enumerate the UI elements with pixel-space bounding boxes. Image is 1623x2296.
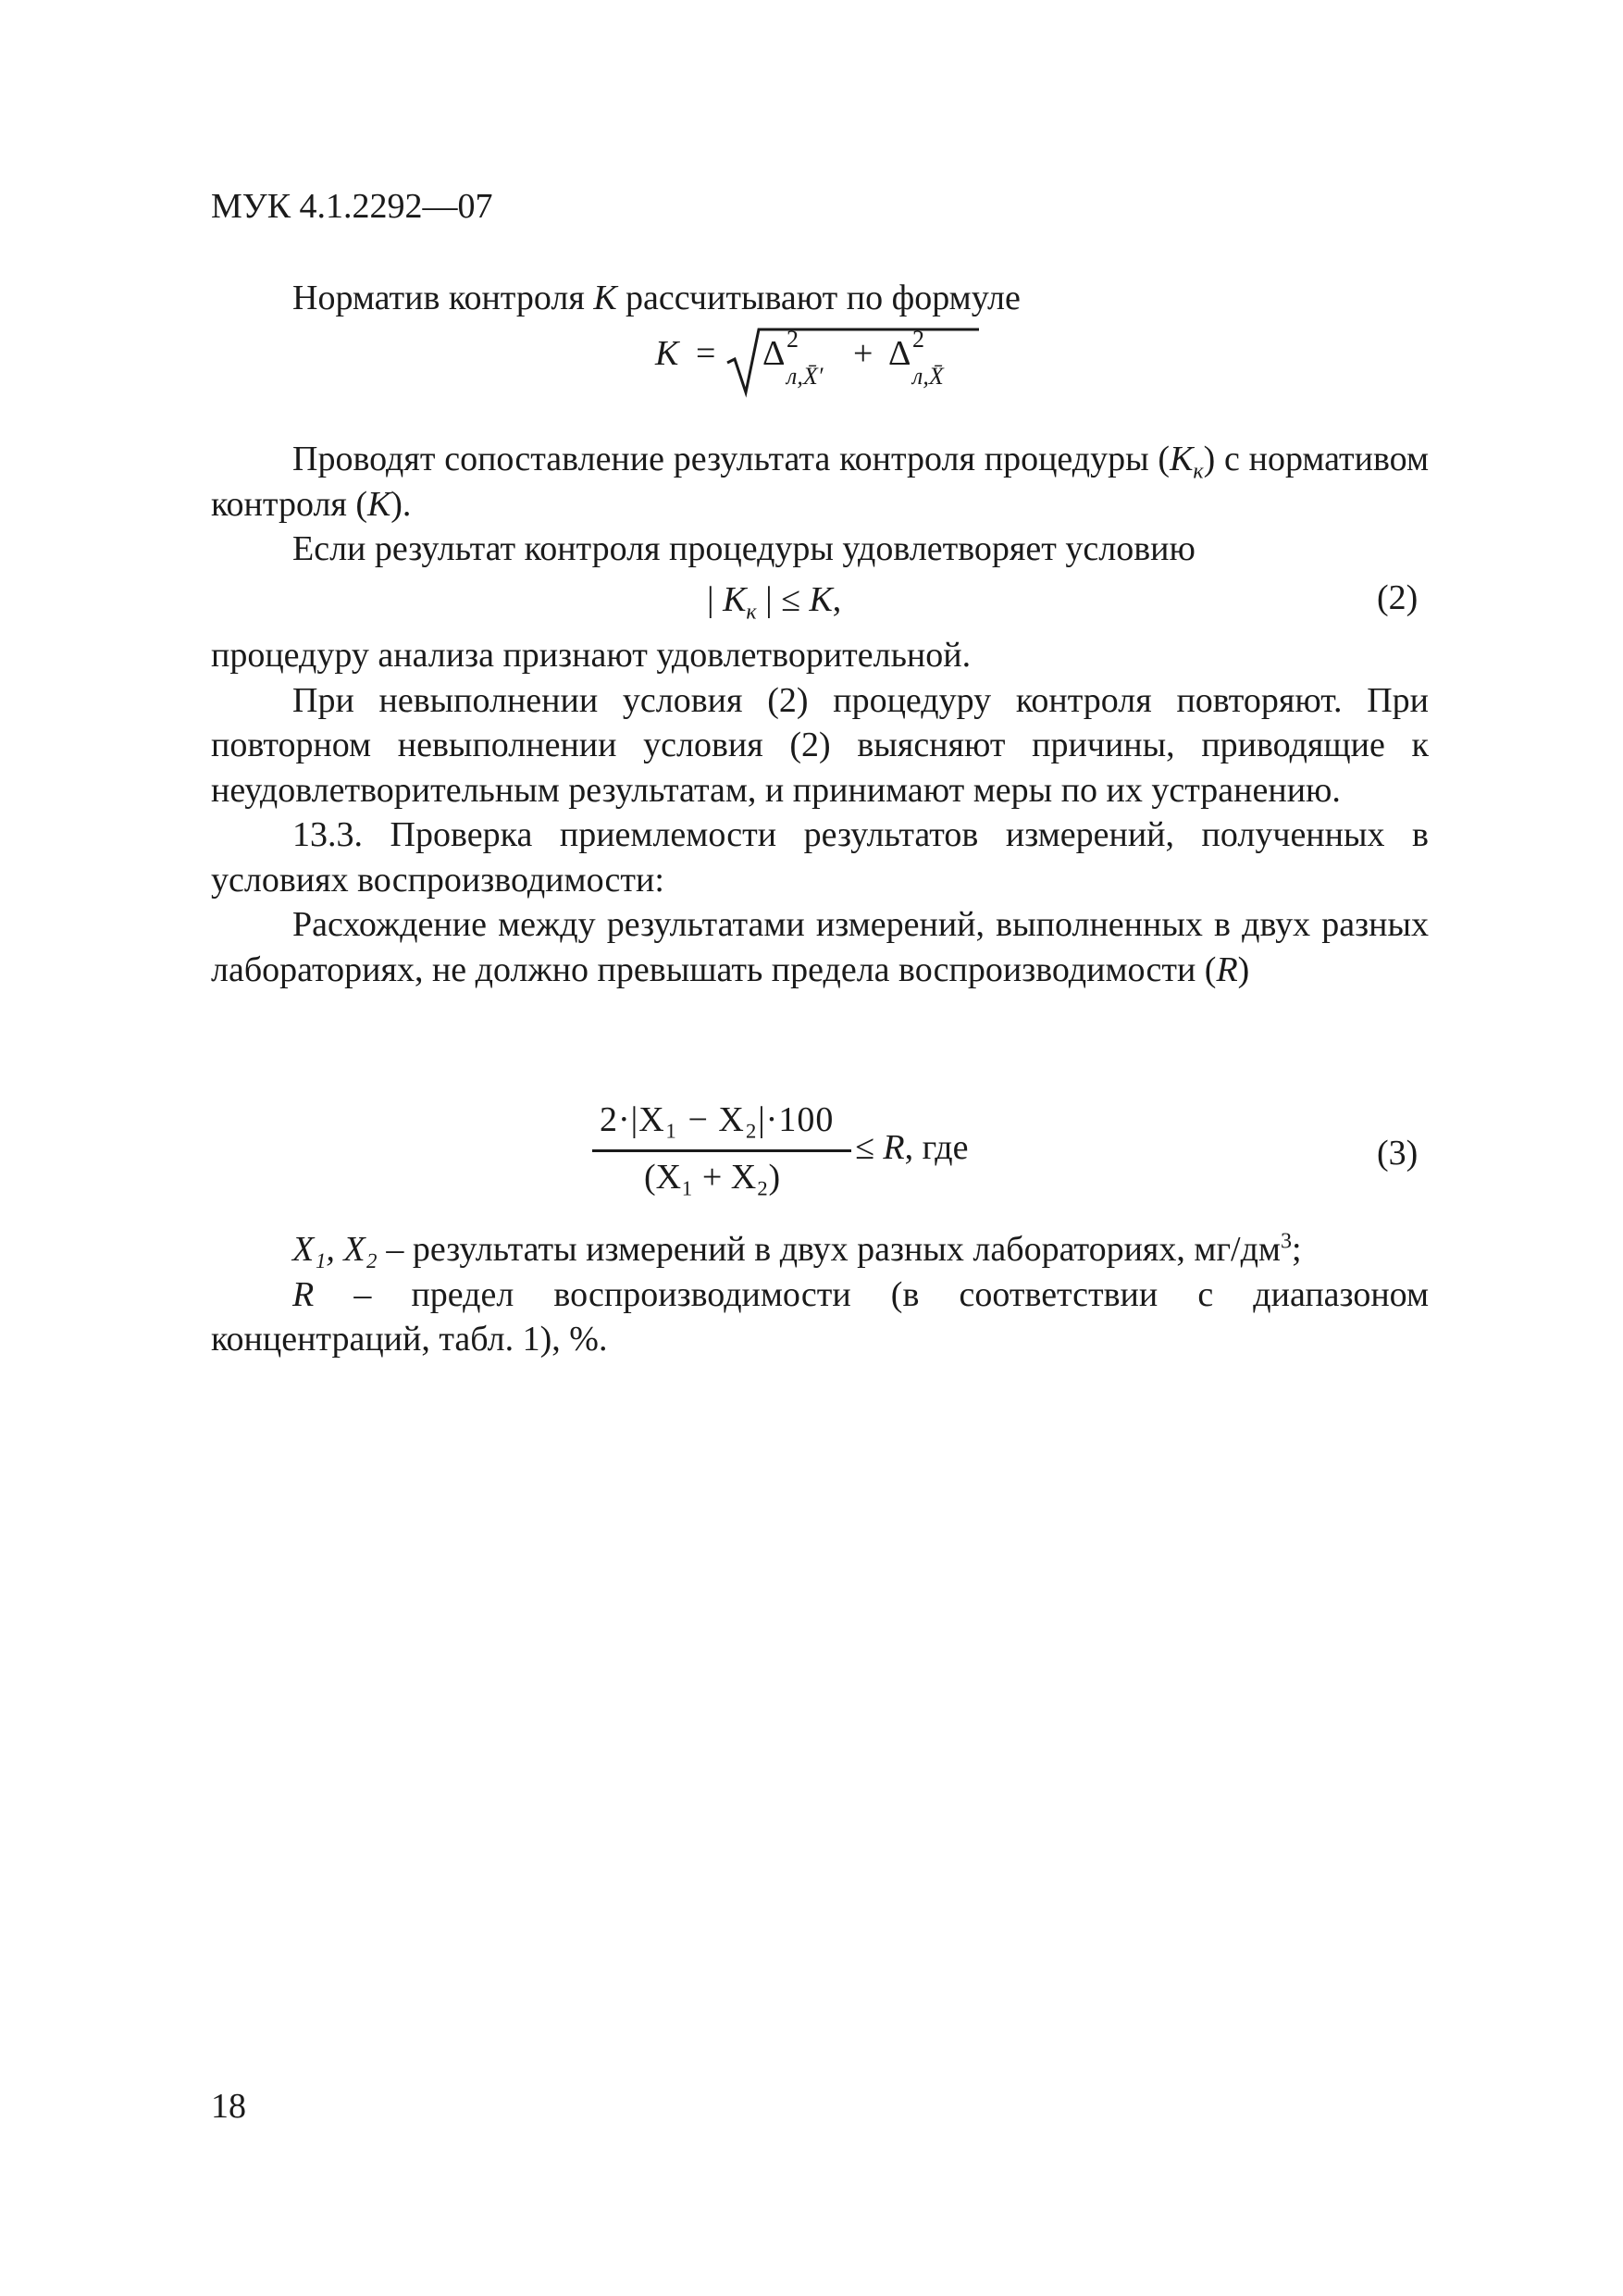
- normative-symbol: К: [593, 279, 617, 317]
- discrepancy-paragraph: Расхождение между результатами измерений, выполненных в двух разных лабораториях, не должно превышать предела воспроизводимости (R): [211, 905, 1429, 989]
- normative-intro-block: [211, 276, 1429, 321]
- formula-lhs: К: [655, 334, 679, 373]
- document-code-header: МУК 4.1.2292—07: [211, 187, 493, 226]
- definitions-block: [211, 1227, 1429, 1362]
- equation-number-2: (2): [1377, 578, 1419, 617]
- formula-equals: =: [696, 334, 716, 373]
- formula-condition: | $К_к$ | ≤ К,: [707, 580, 842, 625]
- delta-2-subscript: л,X̄: [912, 363, 944, 390]
- formula-relation: ≤ R, где: [855, 1128, 969, 1167]
- delta-1-subscript: л,X̄′: [787, 363, 824, 390]
- condition-intro-paragraph: Если результат контроля процедуры удовлетворяет условию: [292, 529, 1196, 568]
- formula-plus: +: [853, 334, 873, 373]
- fraction-bar: [592, 1149, 851, 1152]
- normative-intro-paragraph: Норматив контроля К рассчитывают по формуле: [292, 279, 1021, 317]
- compare-paragraph: Проводят сопоставление результата контроля процедуры $(К_к)$ с нормативом контроля (К).: [211, 440, 1429, 524]
- formula-normative: [655, 320, 988, 413]
- main-text-block: [211, 633, 1429, 992]
- formula-reproducibility: [592, 1099, 1018, 1229]
- section-13-3-heading: 13.3. Проверка приемлемости результатов измерений, полученных в условиях воспроизводимости:: [211, 815, 1429, 900]
- page-number: 18: [211, 2087, 246, 2126]
- delta-2-power: 2: [912, 326, 924, 353]
- failure-paragraph: При невыполнении условия (2) процедуру контроля повторяют. При повторном невыполнении условия (2) выясняют причины, приводящие к неудовлетворительным результатам, и принимают меры по их устранению.: [211, 680, 1429, 810]
- delta-1: Δ: [762, 334, 786, 373]
- compare-block: [211, 437, 1429, 572]
- formula-numerator: 2·|X₁ − X₂|·100: [600, 1100, 835, 1139]
- delta-1-power: 2: [787, 326, 799, 353]
- delta-2: Δ: [888, 334, 911, 373]
- definition-x: X₁, X₂ – результаты измерений в двух разных лабораториях, $мг/дм^3$;: [292, 1229, 1302, 1269]
- definition-r: R – предел воспроизводимости (в соответствии с диапазоном концентраций, табл. 1), %.: [211, 1274, 1429, 1359]
- equation-number-3: (3): [1377, 1134, 1419, 1173]
- acceptance-paragraph: процедуру анализа признают удовлетворительной.: [211, 636, 972, 675]
- formula-denominator: (X₁ + X₂): [644, 1158, 781, 1197]
